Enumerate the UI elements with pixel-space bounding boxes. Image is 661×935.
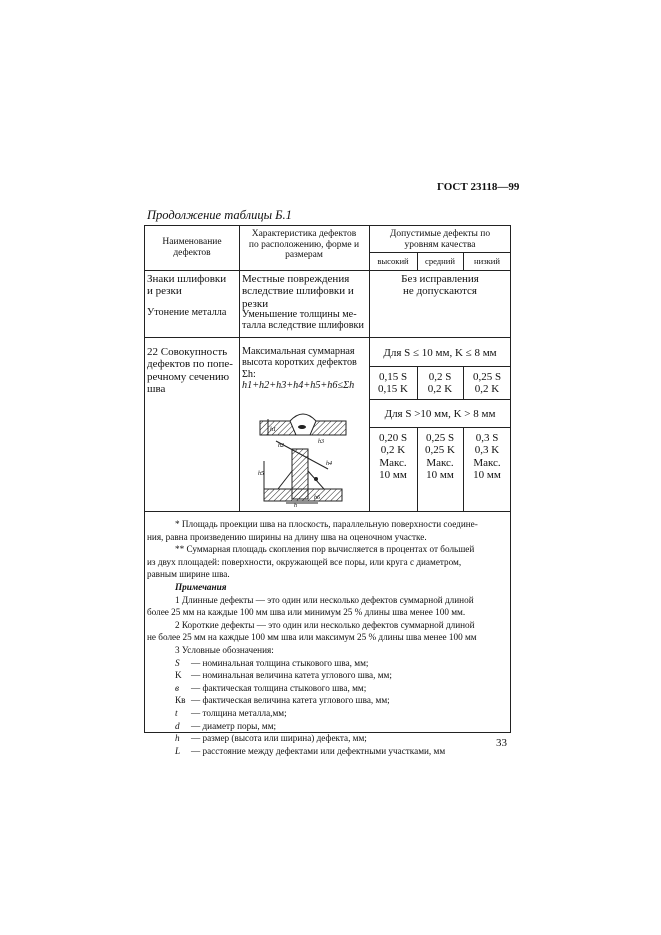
level-header-line bbox=[369, 252, 511, 253]
figure-label-h2: h2 bbox=[278, 443, 284, 449]
set2-low: 0,3 S 0,3 K Макс. 10 мм bbox=[473, 432, 501, 481]
set2-medium: 0,25 S 0,25 K Макс. 10 мм bbox=[425, 432, 455, 481]
col1-divider bbox=[239, 226, 240, 511]
level-low: низкий bbox=[474, 256, 500, 266]
symbol-row: Кв — фактическая величина катета углового шва, мм; bbox=[175, 695, 390, 706]
row1-allowed: Без исправления не допускаются bbox=[401, 273, 479, 298]
row1-name-thinning: Утонение металла bbox=[147, 307, 227, 318]
symbol-row: h — размер (высота или ширина) дефекта, мм; bbox=[175, 733, 367, 744]
set1-high: 0,15 S 0,15 K bbox=[378, 371, 408, 396]
row1-desc-thinning: Уменьшение толщины ме- талла вследствие шлифовки bbox=[242, 309, 364, 332]
col1-header: Наименование дефектов bbox=[162, 237, 222, 258]
table-footnotes: * Площадь проекции шва на плоскость, параллельную поверхности соедине- ния, равна произведению ширины на длину шва на оценочном участке. ** Суммарная площадь скопления пор вычисляется в процентах от большей из двух площадей: поверхности, окружающей все поры, или круга с диаметром, равным ширине шва. Примечания 1 Длинные дефекты — это один или несколько дефектов суммарной длиной более 25 мм на каждые 100 мм шва или минимум 25 % длины шва менее 100 мм. 2 Короткие дефекты — это один или несколько дефектов суммарной длиной не более 25 мм на каждые 100 мм шва или максимум 25 % длины шва менее 100 мм 3 Условные обозначения: S — номинальная толщина стыкового шва, мм; K — номинальная величина катета углового шва, мм; в — фактическая толщина стыкового шва, мм; Кв — фактическая величина катета углового шва, мм; t — толщина металла,мм; d — диаметр поры, мм; h — размер (высота или ширина) дефекта, мм; L — расстояние между дефектами или дефектными участками, мм bbox=[147, 518, 509, 757]
row1-bottom-line bbox=[145, 337, 511, 338]
figure-label-h6: h6 bbox=[314, 495, 320, 501]
symbol-legend bbox=[175, 657, 509, 758]
row2-desc: Максимальная суммарная высота коротких дефектов Σh: h1+h2+h3+h4+h5+h6≤Σh bbox=[242, 346, 357, 392]
row2-name: 22 Совокупность дефектов по попе- речному сечению шва bbox=[147, 346, 233, 395]
row2-bottom-line bbox=[145, 511, 511, 512]
table-continuation-title: Продолжение таблицы Б.1 bbox=[147, 208, 292, 222]
condition-large: Для S >10 мм, K > 8 мм bbox=[384, 408, 496, 420]
condition-small: Для S ≤ 10 мм, K ≤ 8 мм bbox=[383, 347, 497, 359]
figure-label-h: h bbox=[294, 503, 297, 507]
figure-label-h3: h3 bbox=[318, 439, 324, 445]
row1-desc-grinding: Местные повреждения вследствие шлифовки и резки bbox=[242, 273, 354, 310]
cond1-bottom-line bbox=[369, 366, 511, 367]
page-number: 33 bbox=[496, 737, 507, 749]
col2-header: Характеристика дефектов по расположению, форме и размерам bbox=[248, 229, 360, 261]
set1-medium: 0,2 S 0,2 K bbox=[427, 371, 453, 396]
symbol-row: в — фактическая толщина стыкового шва, мм; bbox=[175, 682, 367, 693]
symbol-row: K — номинальная величина катета углового шва, мм; bbox=[175, 670, 392, 681]
document-code: ГОСТ 23118—99 bbox=[437, 181, 520, 193]
header-bottom-line bbox=[145, 270, 511, 271]
level-medium: средний bbox=[425, 256, 455, 266]
notes-heading: Примечания bbox=[175, 581, 227, 592]
figure-label-h4: h4 bbox=[326, 461, 332, 467]
cond2-bottom-line bbox=[369, 427, 511, 428]
level-high: высокий bbox=[377, 256, 409, 266]
set1-low: 0,25 S 0,2 K bbox=[472, 371, 502, 396]
set1-bottom-line bbox=[369, 399, 511, 400]
symbol-row: t — толщина металла,мм; bbox=[175, 707, 287, 718]
symbol-row: d — диаметр поры, мм; bbox=[175, 720, 277, 731]
figure-label-h1: h1 bbox=[270, 427, 276, 433]
weld-cross-section-figure bbox=[258, 409, 348, 507]
set2-high: 0,20 S 0,2 K Макс. 10 мм bbox=[378, 432, 408, 481]
figure-label-h5: h5 bbox=[258, 471, 264, 477]
col3-header: Допустимые дефекты по уровням качества bbox=[389, 229, 491, 250]
symbol-row: S — номинальная толщина стыкового шва, мм; bbox=[175, 657, 369, 668]
row1-name-grinding: Знаки шлифовки и резки bbox=[147, 273, 227, 298]
symbol-row: L — расстояние между дефектами или дефектными участками, мм bbox=[175, 745, 446, 756]
